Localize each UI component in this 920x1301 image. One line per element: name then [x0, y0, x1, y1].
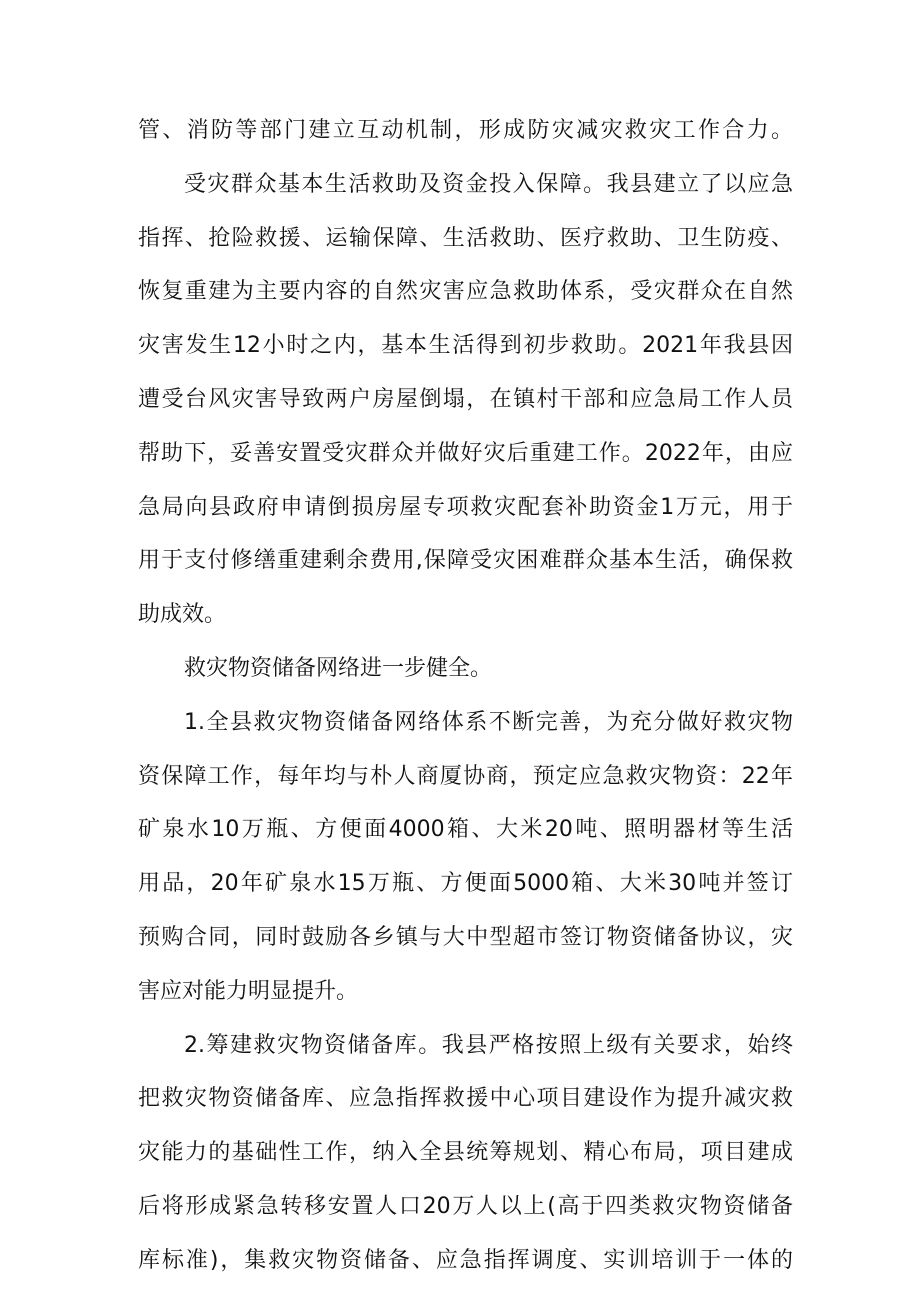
text-line: 恢复重建为主要内容的自然灾害应急救助体系，受灾群众在自然	[138, 279, 793, 305]
text-line: 矿泉水10万瓶、方便面4000箱、大米20吨、照明器材等生活	[138, 817, 793, 843]
text-line: 后将形成紧急转移安置人口20万人以上(高于四类救灾物资储备	[138, 1193, 793, 1219]
text-line: 急局向县政府申请倒损房屋专项救灾配套补助资金1万元，用于	[138, 494, 793, 520]
text-line: 用品，20年矿泉水15万瓶、方便面5000箱、大米30吨并签订	[138, 871, 793, 897]
text-line: 指挥、抢险救援、运输保障、生活救助、医疗救助、卫生防疫、	[138, 225, 793, 251]
text-line: 灾害发生12小时之内，基本生活得到初步救助。2021年我县因	[138, 333, 793, 359]
text-line: 助成效。	[138, 602, 227, 628]
text-line: 遭受台风灾害导致两户房屋倒塌，在镇村干部和应急局工作人员	[138, 386, 793, 412]
text-line: 把救灾物资储备库、应急指挥救援中心项目建设作为提升减灾救	[138, 1086, 793, 1112]
text-line: 库标准)，集救灾物资储备、应急指挥调度、实训培训于一体的	[138, 1247, 793, 1273]
list-item-2: 2.筹建救灾物资储备库。我县严格按照上级有关要求，始终	[184, 1032, 793, 1058]
text-line: 用于支付修缮重建剩余费用,保障受灾困难群众基本生活，确保救	[138, 548, 793, 574]
text-line: 预购合同，同时鼓励各乡镇与大中型超市签订物资储备协议，灾	[138, 924, 793, 950]
document-body	[138, 104, 793, 1288]
text-line: 资保障工作，每年均与朴人商厦协商，预定应急救灾物资：22年	[138, 763, 793, 789]
paragraph-heading-relief: 受灾群众基本生活救助及资金投入保障。我县建立了以应急	[184, 171, 793, 197]
text-line: 管、消防等部门建立互动机制，形成防灾减灾救灾工作合力。	[138, 118, 793, 143]
text-line: 帮助下，妥善安置受灾群众并做好灾后重建工作。2022年，由应	[138, 440, 793, 466]
text-line: 灾能力的基础性工作，纳入全县统筹规划、精心布局，项目建成	[138, 1140, 793, 1166]
paragraph-heading-storage: 救灾物资储备网络进一步健全。	[184, 655, 493, 681]
list-item-1: 1.全县救灾物资储备网络体系不断完善，为充分做好救灾物	[184, 709, 793, 735]
text-line: 害应对能力明显提升。	[138, 978, 359, 1004]
